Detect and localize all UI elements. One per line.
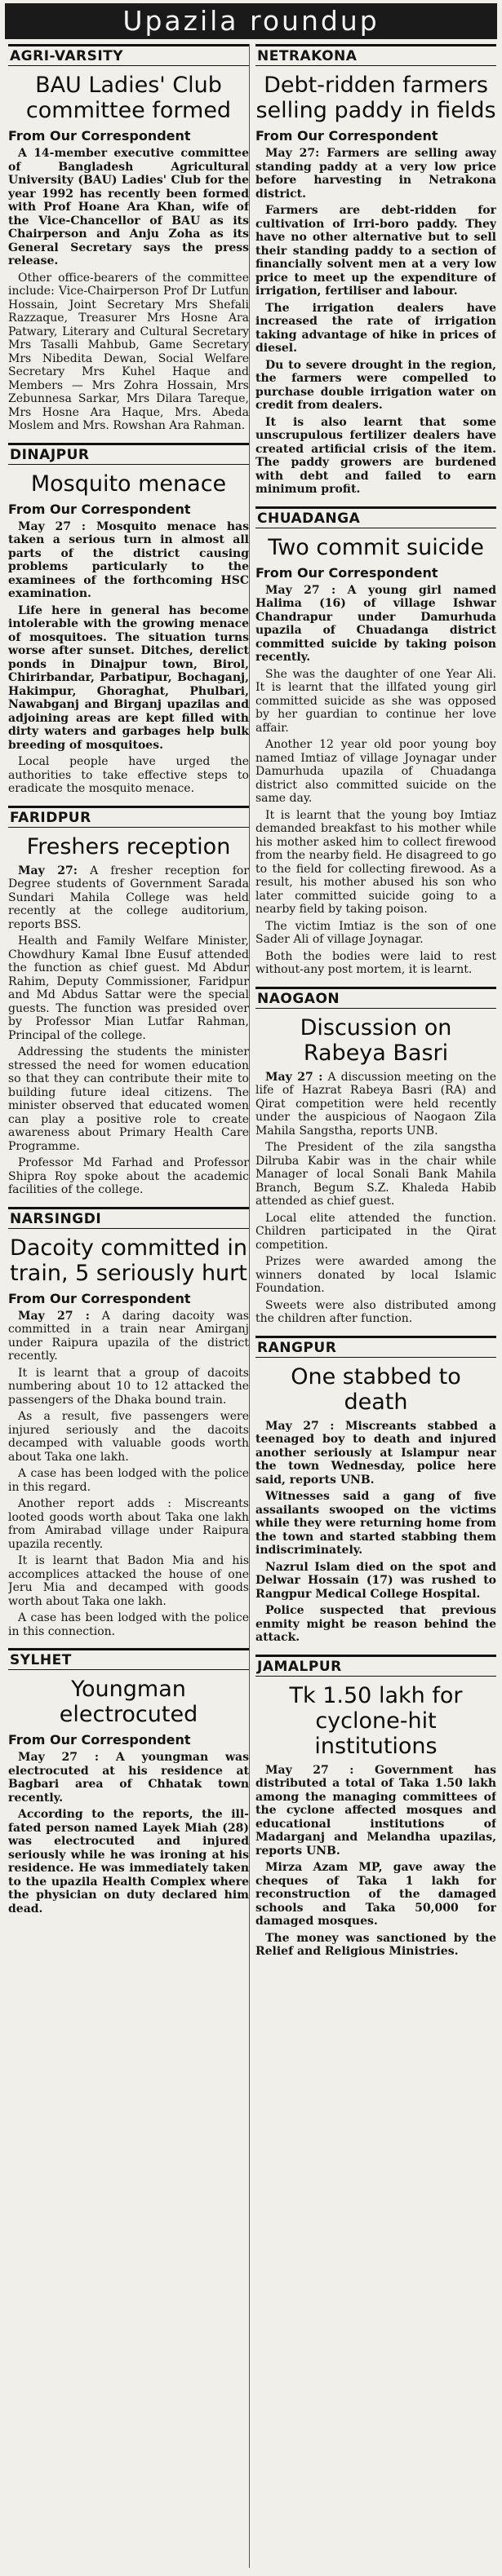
paragraph-text: Professor Md Farhad and Professor Shipra Roy spoke about the academic facilities of the college. <box>8 1156 249 1196</box>
article-paragraph <box>8 1156 249 1197</box>
article-dinajpur <box>8 436 249 799</box>
paragraph-text: As a result, five passengers were injured seriously and the dacoits decamped with valuable goods worth about Taka one lakh. <box>8 1410 249 1464</box>
paragraph-text: Other office-bearers of the committee include: Vice-Chairperson Prof Dr Lutfun Hossain, Joint Secretary Mrs Shefali Razzaque, Treasurer Mrs Hosne Ara Patwary, Literary and Cultural Secretary Mrs Tasalli Mahbub, Game Secretary Mrs Nibedita Dewan, Social Welfare Secretary Mrs Kuhel Haque and Members — Mrs Zohra Hossain, Mrs Zebunnesa Sarkar, Mrs Dilara Tareque, Mrs Hosne Ara Haque, Mrs. Abeda Moslem and Mrs. Rowshan Ara Rahman. <box>8 271 249 432</box>
section-label: RANGPUR <box>255 1336 496 1358</box>
paragraph-text: The money was sanctioned by the Relief and Religious Ministries. <box>255 1931 496 1958</box>
paragraph-text: The President of the zila sangstha Dilruba Kabir was in the chair while Manager of local Sonali Bank Mahila Branch, Begum S.Z. Khaleda Habib attended as chief guest. <box>255 1141 496 1208</box>
article-headline: Freshers reception <box>26 833 231 859</box>
section-label: FARIDPUR <box>8 806 249 828</box>
paragraph-text: A discussion meeting on the life of Hazrat Rabeya Basri (RA) and Qirat competition were held recently under the auspicious of Naogaon Zila Mahila Sangstha, reports UNB. <box>255 1070 496 1138</box>
article-paragraph <box>255 147 496 201</box>
article-chuadanga <box>255 500 496 980</box>
dateline: May 27 : <box>265 1763 354 1777</box>
article-paragraph <box>255 1764 496 1858</box>
article-paragraph <box>255 1255 496 1296</box>
article-paragraph <box>255 738 496 806</box>
article-paragraph <box>8 755 249 796</box>
paragraph-text: Addressing the students the minister stressed the need for women education so that they can contribute their mite to building future ideal citizens. The minister observed that educated women can play a positive role to create awareness about Primary Health Care Programme. <box>8 1045 249 1153</box>
left-column <box>8 44 249 1919</box>
article-byline: From Our Correspondent <box>8 128 191 144</box>
paragraph-text: Both the bodies were laid to rest without-any post mortem, it is learnt. <box>255 949 496 976</box>
column-divider <box>249 44 250 2568</box>
article-paragraph <box>8 272 249 433</box>
dateline: May 27 : <box>18 1309 90 1323</box>
article-byline: From Our Correspondent <box>8 501 191 517</box>
article-paragraph <box>255 950 496 977</box>
paragraph-text: She was the daughter of one Year Ali. It is learnt that the illfated young girl committed suicide as she was opposed by her guardian to continue her love affair. <box>255 667 496 735</box>
article-paragraph <box>255 1561 496 1602</box>
section-label: JAMALPUR <box>255 1655 496 1677</box>
article-paragraph <box>8 147 249 268</box>
section-label: NAOGAON <box>255 987 496 1009</box>
paragraph-text: Du to severe drought in the region, the farmers were compelled to purchase double irrigation water on credit from dealers. <box>255 358 496 412</box>
paragraph-text: Sweets were also distributed among the children after function. <box>255 1298 496 1325</box>
article-headline: Discussion on Rabeya Basri <box>300 1014 452 1066</box>
paragraph-text: A fresher reception for Degree students of Government Sarada Sundari Mahila College was held recently at the college auditorium, reports BSS. <box>8 864 249 931</box>
paragraph-text: Farmers are debt-ridden for cultivation of Irri-boro paddy. They have no other alternative but to sell their standing paddy to a section of financially solvent men at a very low price to meet up the expenditure of irrigation, fertiliser and labour. <box>255 204 496 298</box>
paragraph-text: Life here in general has become intolerable with the growing menace of mosquitoes. The situation turns worse after sunset. Ditches, derelict ponds in Dinajpur town, Birol, Chirirbandar, Parbatipur, Bochaganj, Hakimpur, Ghoraghat, Phulbari, Nawabganj and Birganj upazilas and adjoining areas are kept filled with dirty waters and garbages help bulk breeding of mosquitoes. <box>8 603 249 752</box>
paragraph-text: Mirza Azam MP, gave away the cheques of Taka 1 lakh for reconstruction of the damaged schools and Taka 50,000 for damaged mosques. <box>255 1861 496 1928</box>
paragraph-text: A case has been lodged with the police in this connection. <box>8 1611 249 1638</box>
dateline: May 27: <box>18 864 78 877</box>
article-netrakona <box>255 44 496 500</box>
paragraph-text: Another report adds : Miscreants looted goods worth about Taka one lakh from Amirabad village under Raipura upazila recently. <box>8 1497 249 1551</box>
paragraph-text: Farmers are selling away standing paddy at a very low price before harvesting in Netrakona district. <box>255 147 496 201</box>
article-paragraph <box>8 1045 249 1153</box>
article-paragraph <box>255 1212 496 1253</box>
article-paragraph <box>255 1932 496 1959</box>
paragraph-text: Witnesses said a gang of five assailants swooped on the victims while they were returning home from the town and started stabbing them indiscriminately. <box>255 1490 496 1557</box>
paragraph-text: Police suspected that previous enmity might be reason behind the attack. <box>255 1604 496 1644</box>
article-paragraph <box>255 1299 496 1326</box>
article-paragraph <box>8 1467 249 1494</box>
paragraph-text: The victim Imtiaz is the son of one Sader Ali of village Joynagar. <box>255 919 496 946</box>
paragraph-text: It is learnt that the young boy Imtiaz demanded breakfast to his mother while his mother asked him to collect firewood from the nearby field. He disagreed to go to the field for collecting firewood. As a result, his mother abused his son who later committed suicide going to a nearby field by taking poison. <box>255 808 496 916</box>
article-headline: Tk 1.50 lakh for cyclone-hit institutions <box>289 1682 463 1759</box>
section-label: NETRAKONA <box>255 44 496 66</box>
right-column <box>255 44 496 1962</box>
article-paragraph <box>255 920 496 947</box>
paragraph-text: It is also learnt that some unscrupulous fertilizer dealers have created artificial crisis of the item. The paddy growers are burdened with debt and failed to earn minimum profit. <box>255 415 496 496</box>
paragraph-text: Another 12 year old poor young boy named Imtiaz of village Joynagar under Damurhuda upazila of Chuadanga district also committed suicide on the same day. <box>255 738 496 805</box>
article-narsingdi <box>8 1200 249 1642</box>
article-headline: Debt-ridden farmers selling paddy in fields <box>255 73 496 123</box>
article-paragraph <box>8 1808 249 1915</box>
article-paragraph <box>8 864 249 932</box>
article-paragraph <box>255 809 496 917</box>
paragraph-text: It is learnt that a group of dacoits numbering about 10 to 12 attacked the passengers of the Dhaka bound train. <box>8 1366 249 1407</box>
article-paragraph <box>255 1420 496 1487</box>
article-paragraph <box>255 302 496 356</box>
paragraph-text: Local people have urged the authorities to take effective steps to eradicate the mosquito menace. <box>8 755 249 795</box>
dateline: May 27 : <box>265 1419 335 1433</box>
article-headline: Mosquito menace <box>30 471 227 497</box>
article-paragraph <box>255 584 496 665</box>
article-agri-varsity <box>8 44 249 436</box>
article-byline: From Our Correspondent <box>255 564 438 581</box>
dateline: May 27 : <box>18 519 87 533</box>
paragraph-text: A case has been lodged with the police in this regard. <box>8 1467 249 1494</box>
paragraph-text: Local elite attended the function. Children participated in the Qirat competition. <box>255 1211 496 1252</box>
page-masthead: Upazila roundup <box>5 3 497 39</box>
article-headline: Two commit suicide <box>268 534 484 560</box>
article-paragraph <box>8 1410 249 1464</box>
dateline: May 27: <box>265 147 320 160</box>
paragraph-text: According to the reports, the ill-fated person named Layek Miah (28) was electrocuted and injured seriously while he was ironing at his residence. He was immediately taken to the upazila Health Complex where the physician on duty declared him dead. <box>8 1808 249 1915</box>
paragraph-text: A youngman was electrocuted at his residence at Bagbari area of Chhatak town recently. <box>8 1751 249 1805</box>
article-paragraph <box>8 935 249 1042</box>
article-paragraph <box>255 668 496 736</box>
article-paragraph <box>255 416 496 497</box>
article-headline: One stabbed to death <box>291 1363 461 1415</box>
article-faridpur <box>8 799 249 1200</box>
article-byline: From Our Correspondent <box>255 128 438 144</box>
article-jamalpur <box>255 1648 496 1962</box>
paragraph-text: The irrigation dealers have increased the rate of irrigation taking advantage of hike in prices of diesel. <box>255 301 496 355</box>
paragraph-text: Prizes were awarded among the winners donated by local Islamic Foundation. <box>255 1255 496 1295</box>
article-paragraph <box>255 1861 496 1929</box>
article-paragraph <box>255 1490 496 1558</box>
section-label: NARSINGDI <box>8 1207 249 1229</box>
section-label: AGRI-VARSITY <box>8 44 249 66</box>
paragraph-text: Government has distributed a total of Taka 1.50 lakh among the managing committees of the cyclone affected mosques and educational institutions of Madarganj and Melandha upazilas, reports UNB. <box>255 1763 496 1858</box>
section-label: SYLHET <box>8 1648 249 1670</box>
dateline: May 27 : <box>265 583 336 597</box>
paragraph-text: Nazrul Islam died on the spot and Delwar Hossain (17) was rushed to Rangpur Medical College Hospital. <box>255 1560 496 1601</box>
paragraph-text: A daring dacoity was committed in a train near Amirganj under Raipura upazila of the district recently. <box>8 1309 249 1363</box>
article-sylhet <box>8 1641 249 1919</box>
article-paragraph <box>8 604 249 753</box>
article-paragraph <box>8 1310 249 1363</box>
paragraph-text: A young girl named Halima (16) of village Ishwar Chandrapur under Damurhuda upazila of Chuadanga district committed suicide by taking poison recently. <box>255 583 496 664</box>
article-paragraph <box>255 1071 496 1138</box>
article-paragraph <box>255 359 496 413</box>
article-paragraph <box>8 1554 249 1608</box>
dateline: May 27 : <box>18 1751 99 1764</box>
article-rangpur <box>255 1329 496 1648</box>
article-naogaon <box>255 980 496 1329</box>
dateline: May 27 : <box>265 1070 323 1084</box>
section-label: CHUADANGA <box>255 506 496 528</box>
paragraph-text: Health and Family Welfare Minister, Chowdhury Kamal Ibne Eusuf attended the function as chief guest. Md Abdur Rahim, Deputy Commissioner, Faridpur and Md Abdus Sattar were the special guests. The function was presided over by Professor Mian Lutfar Rahman, Principal of the college. <box>8 935 249 1042</box>
article-paragraph <box>8 1611 249 1638</box>
article-paragraph <box>255 1604 496 1645</box>
article-paragraph <box>255 204 496 298</box>
article-headline: Youngman electrocuted <box>59 1677 198 1727</box>
article-paragraph <box>8 1751 249 1805</box>
article-byline: From Our Correspondent <box>8 1290 191 1306</box>
section-label: DINAJPUR <box>8 443 249 465</box>
article-byline: From Our Correspondent <box>8 1732 191 1748</box>
article-paragraph <box>8 1497 249 1551</box>
article-paragraph <box>8 1367 249 1407</box>
article-paragraph <box>8 520 249 601</box>
article-paragraph <box>255 1141 496 1208</box>
paragraph-text: Miscreants stabbed a teenaged boy to death and injured another seriously at Islampur near the town Wednesday, police here said, reports UNB. <box>255 1419 496 1487</box>
paragraph-text: It is learnt that Badon Mia and his accomplices attacked the house of one Jeru Mia and decamped with goods worth about Taka one lakh. <box>8 1554 249 1608</box>
paragraph-text: Mosquito menace has taken a serious turn in almost all parts of the district causing problems particularly to the examinees of the forthcoming HSC examination. <box>8 519 249 600</box>
paragraph-text: A 14-member executive committee of Bangladesh Agricultural University (BAU) Ladies' Club for the year 1992 has recently been formed with Prof Hoane Ara Khan, wife of the Vice-Chancellor of BAU as its Chairperson and Anju Zoha as its General Secretary says the press release. <box>8 147 249 267</box>
article-headline: Dacoity committed in train, 5 seriously hurt <box>10 1235 247 1286</box>
article-headline: BAU Ladies' Club committee formed <box>25 73 232 123</box>
